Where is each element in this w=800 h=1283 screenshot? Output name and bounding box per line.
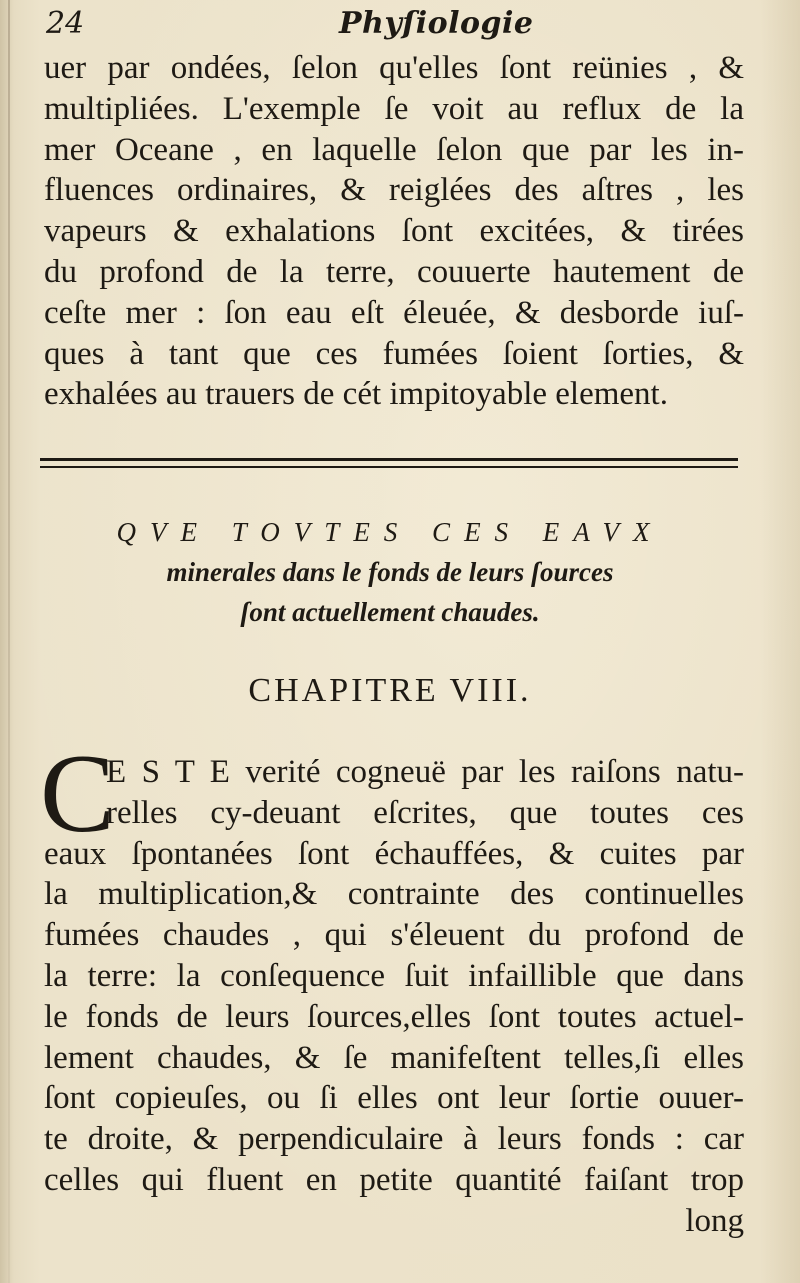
drop-cap: C xyxy=(40,732,115,856)
chapter-paragraph xyxy=(44,752,744,1242)
running-title: Phyſiologie xyxy=(339,6,534,41)
chapter-number: CHAPITRE VIII. xyxy=(248,672,532,709)
text-line: le fonds de leurs ſources,elles ſont toutes actuel- xyxy=(44,998,744,1035)
page-gutter xyxy=(8,0,10,1283)
text-line: ques à tant que ces fumées ſoient ſorties, & xyxy=(44,335,744,372)
catchword: long xyxy=(685,1202,744,1239)
text-line: multipliées. L'exemple ſe voit au reflux de la xyxy=(44,90,744,127)
text-line: du profond de la terre, couuerte hautement de xyxy=(44,253,744,290)
text-line: fluences ordinaires, & reiglées des aſtres , les xyxy=(44,172,744,209)
text-line: celles qui fluent en petite quantité faiſant trop xyxy=(44,1161,744,1198)
text-line: vapeurs & exhalations ſont excitées, & tirées xyxy=(44,213,744,250)
text-line: uer par ondées, ſelon qu'elles ſont reünies , & xyxy=(44,50,744,86)
text-line: E S T E verité cogneuë par les raiſons natu- xyxy=(106,754,744,790)
text-line: te droite, & perpendiculaire à leurs fonds : car xyxy=(44,1121,744,1158)
chapter-heading xyxy=(40,512,740,632)
page-header xyxy=(44,6,744,46)
text-line: ſont copieuſes, ou ſi elles ont leur ſortie ouuer- xyxy=(44,1080,744,1117)
chapter-heading-line: minerales dans le fonds de leurs ſources xyxy=(166,557,614,587)
text-line: la multiplication,& contrainte des continuelles xyxy=(44,876,744,913)
section-rule xyxy=(40,466,738,468)
chapter-heading-line: QVE TOVTES CES EAVX xyxy=(116,517,664,547)
page-number: 24 xyxy=(46,6,85,41)
text-line: exhalées au trauers de cét impitoyable element. xyxy=(44,376,668,413)
text-line: ceſte mer : ſon eau eſt éleuée, & desborde iuſ- xyxy=(44,294,744,331)
text-line: mer Oceane , en laquelle ſelon que par les in- xyxy=(44,131,744,168)
paragraph-continued xyxy=(44,48,744,415)
text-line: la terre: la conſequence ſuit infaillible que dans xyxy=(44,957,744,994)
text-line: lement chaudes, & ſe manifeſtent telles,ſi elles xyxy=(44,1039,744,1076)
section-rule xyxy=(40,458,738,461)
chapter-heading-line: ſont actuellement chaudes. xyxy=(240,597,540,627)
text-line: fumées chaudes , qui s'éleuent du profond de xyxy=(44,917,744,954)
text-line: relles cy-deuant eſcrites, que toutes ces xyxy=(106,794,744,831)
text-line: eaux ſpontanées ſont échauffées, & cuites par xyxy=(44,835,744,872)
